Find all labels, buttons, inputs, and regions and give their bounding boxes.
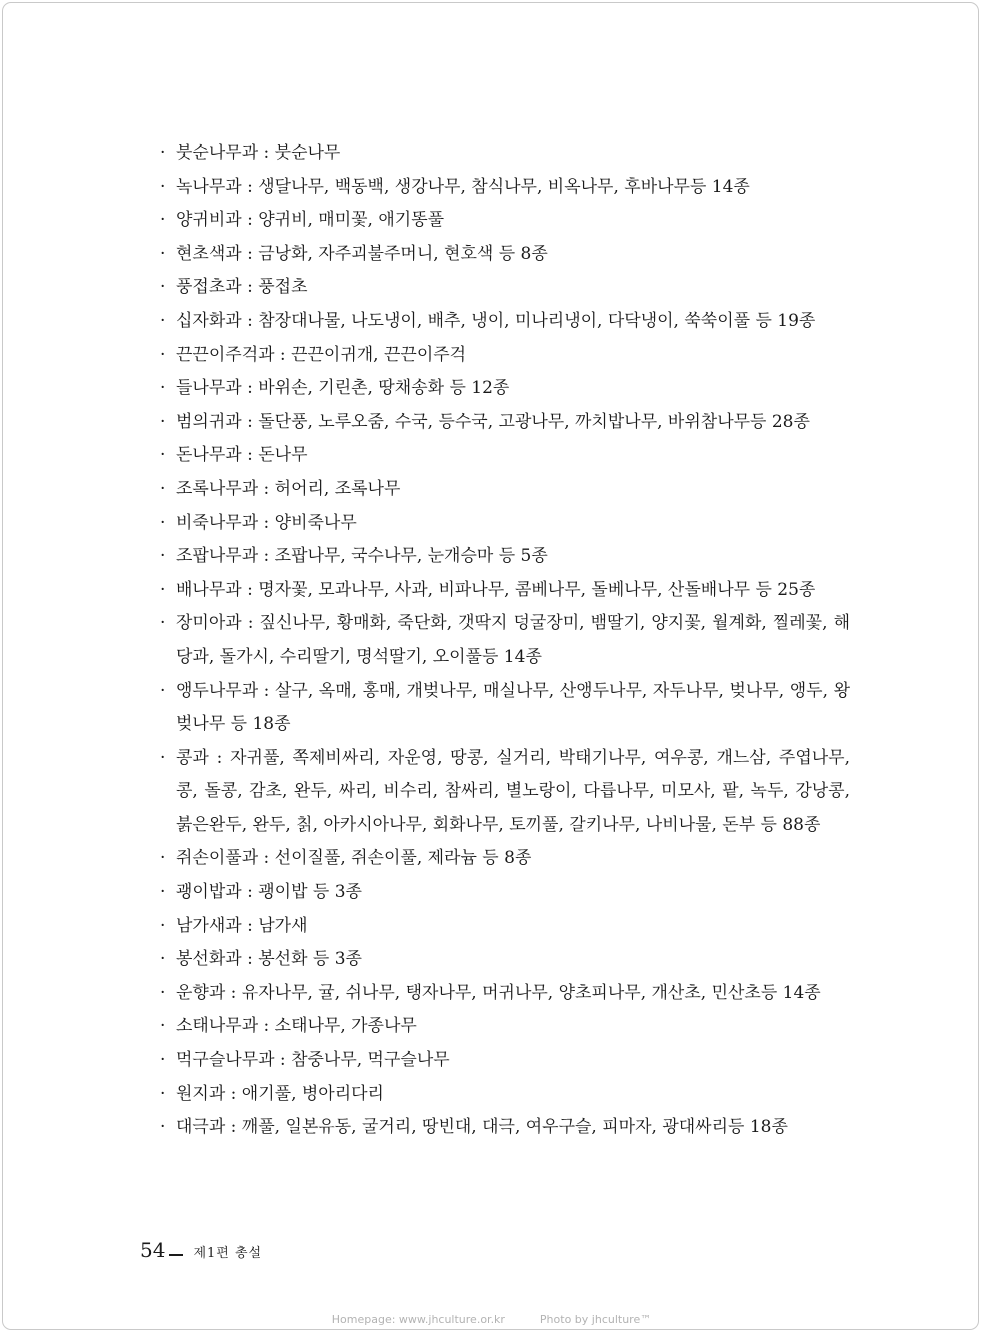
entry-text: 범의귀과 : 돌단풍, 노루오줌, 수국, 등수국, 고광나무, 까치밥나무, 바위참나무등 28종 <box>176 411 810 432</box>
entry-text: 괭이밥과 : 괭이밥 등 3종 <box>176 882 362 903</box>
bullet: · <box>160 310 166 331</box>
entry-text: 봉선화과 : 봉선화 등 3종 <box>176 949 362 970</box>
list-item <box>160 507 850 541</box>
list-item <box>160 339 850 373</box>
bullet: · <box>160 546 166 567</box>
entry-text: 운향과 : 유자나무, 귤, 쉬나무, 탱자나무, 머귀나무, 양초피나무, 개산초, 민산초등 14종 <box>176 982 821 1003</box>
homepage-credit: Homepage: www.jhculture.or.kr <box>331 1313 505 1326</box>
entry-text: 조록나무과 : 허어리, 조록나무 <box>176 478 401 499</box>
entry-text: 소태나무과 : 소태나무, 가종나무 <box>176 1016 417 1037</box>
bullet: · <box>160 1016 166 1037</box>
list-item <box>160 876 850 910</box>
list-item <box>160 842 850 876</box>
bullet: · <box>160 613 166 634</box>
bullet: · <box>160 344 166 365</box>
bullet: · <box>160 478 166 499</box>
list-item <box>160 305 850 339</box>
page-footer <box>140 1238 262 1262</box>
list-item <box>160 137 850 171</box>
list-item <box>160 574 850 608</box>
entry-text: 끈끈이주걱과 : 끈끈이귀개, 끈끈이주걱 <box>176 344 467 365</box>
list-item <box>160 439 850 473</box>
list-item <box>160 1078 850 1112</box>
bullet: · <box>160 848 166 869</box>
bullet: · <box>160 680 166 701</box>
entry-text: 녹나무과 : 생달나무, 백동백, 생강나무, 참식나무, 비옥나무, 후바나무등 14종 <box>176 176 750 197</box>
bullet: · <box>160 512 166 533</box>
bullet: · <box>160 1050 166 1071</box>
entry-text: 남가새과 : 남가새 <box>176 915 308 936</box>
list-item <box>160 372 850 406</box>
bullet: · <box>160 747 166 768</box>
entry-text: 풍접초과 : 풍접초 <box>176 277 308 298</box>
chapter-title: 제1편 총설 <box>193 1246 263 1261</box>
bullet: · <box>160 915 166 936</box>
entry-text: 대극과 : 깨풀, 일본유동, 굴거리, 땅빈대, 대극, 여우구슬, 피마자, 광대싸리등 18종 <box>176 1117 788 1138</box>
entry-text: 콩과 : 자귀풀, 쪽제비싸리, 자운영, 땅콩, 실거리, 박태기나무, 여우콩, 개느삼, 주엽나무, 콩, 돌콩, 감초, 완두, 싸리, 비수리, 참싸리, 별노랑이, 다릅나무, 미모사, 팥, 녹두, 강낭콩, 붉은완두, 완두, 칡, 아카시아나무, 회화나무, 토끼풀, 갈키나무, 나비나물, 돈부 등 88종 <box>176 747 850 835</box>
entry-text: 비죽나무과 : 양비죽나무 <box>176 512 357 533</box>
list-item <box>160 540 850 574</box>
bullet: · <box>160 378 166 399</box>
entry-text: 쥐손이풀과 : 선이질풀, 쥐손이풀, 제라늄 등 8종 <box>176 848 532 869</box>
list-item <box>160 1010 850 1044</box>
bullet: · <box>160 949 166 970</box>
entry-text: 붓순나무과 : 붓순나무 <box>176 143 341 163</box>
bullet: · <box>160 1083 166 1104</box>
bullet: · <box>160 882 166 903</box>
entry-text: 돈나무과 : 돈나무 <box>176 445 308 466</box>
list-item <box>160 977 850 1011</box>
entry-text: 먹구슬나무과 : 참중나무, 먹구슬나무 <box>176 1050 450 1071</box>
list-item <box>160 1044 850 1078</box>
list-item <box>160 473 850 507</box>
page-number-rule <box>169 1254 183 1256</box>
entry-text: 장미아과 : 짚신나무, 황매화, 죽단화, 갯딱지 덩굴장미, 뱀딸기, 양지꽃, 월계화, 찔레꽃, 해당과, 돌가시, 수리딸기, 명석딸기, 오이풀등 14종 <box>176 613 850 667</box>
bullet: · <box>160 411 166 432</box>
entry-text: 앵두나무과 : 살구, 옥매, 홍매, 개벚나무, 매실나무, 산앵두나무, 자두나무, 벚나무, 앵두, 왕벚나무 등 18종 <box>176 680 850 735</box>
list-item <box>160 171 850 205</box>
plant-family-list <box>160 137 850 1145</box>
entry-text: 십자화과 : 참장대나물, 나도냉이, 배추, 냉이, 미나리냉이, 다닥냉이, 쑥쑥이풀 등 19종 <box>176 310 816 331</box>
credit-line <box>0 1313 983 1326</box>
bullet: · <box>160 982 166 1003</box>
list-item <box>160 943 850 977</box>
list-item <box>160 204 850 238</box>
list-item <box>160 675 850 742</box>
bullet: · <box>160 277 166 298</box>
entry-text: 양귀비과 : 양귀비, 매미꽃, 애기똥풀 <box>176 210 445 231</box>
bullet: · <box>160 176 166 197</box>
list-item <box>160 238 850 272</box>
bullet: · <box>160 210 166 231</box>
entry-text: 현초색과 : 금낭화, 자주괴불주머니, 현호색 등 8종 <box>176 243 548 264</box>
list-item <box>160 910 850 944</box>
photo-credit: Photo by jhculture™ <box>539 1313 652 1326</box>
page-number: 54 <box>140 1238 166 1262</box>
entry-text: 원지과 : 애기풀, 병아리다리 <box>176 1083 384 1104</box>
entry-text: 들나무과 : 바위손, 기린촌, 땅채송화 등 12종 <box>176 378 510 399</box>
list-item <box>160 406 850 440</box>
bullet: · <box>160 445 166 466</box>
entry-text: 조팝나무과 : 조팝나무, 국수나무, 눈개승마 등 5종 <box>176 546 548 567</box>
bullet: · <box>160 579 166 600</box>
bullet: · <box>160 243 166 264</box>
bullet: · <box>160 143 166 163</box>
entry-text: 배나무과 : 명자꽃, 모과나무, 사과, 비파나무, 콤베나무, 돌베나무, 산돌배나무 등 25종 <box>176 579 816 600</box>
list-item <box>160 271 850 305</box>
list-item <box>160 1111 850 1145</box>
list-item <box>160 742 850 843</box>
bullet: · <box>160 1117 166 1138</box>
list-item <box>160 607 850 674</box>
